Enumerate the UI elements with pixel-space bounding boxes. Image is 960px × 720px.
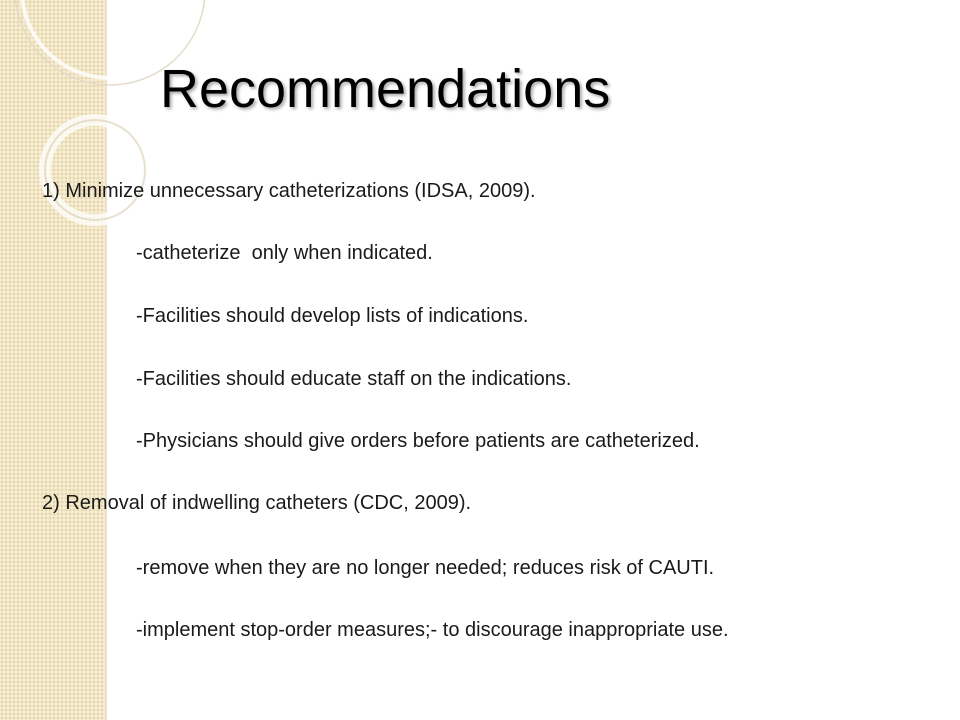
slide-title: Recommendations (160, 59, 611, 119)
recommendation-1-point-2: -Facilities should develop lists of indications. (136, 305, 529, 327)
decorative-side-strip (0, 0, 105, 720)
recommendation-2-heading: 2) Removal of indwelling catheters (CDC, 2009). (42, 492, 472, 514)
recommendation-1-heading: 1) Minimize unnecessary catheterizations (IDSA, 2009). (42, 180, 536, 202)
recommendation-2-point-2: -implement stop-order measures;- to discourage inappropriate use. (136, 619, 729, 641)
recommendation-1-point-3: -Facilities should educate staff on the indications. (136, 368, 572, 390)
recommendation-2-point-1: -remove when they are no longer needed; reduces risk of CAUTI. (136, 557, 715, 579)
recommendation-1-point-4: -Physicians should give orders before patients are catheterized. (136, 430, 700, 452)
recommendation-1-point-1: -catheterize only when indicated. (136, 242, 433, 264)
side-strip-edge (105, 0, 107, 720)
